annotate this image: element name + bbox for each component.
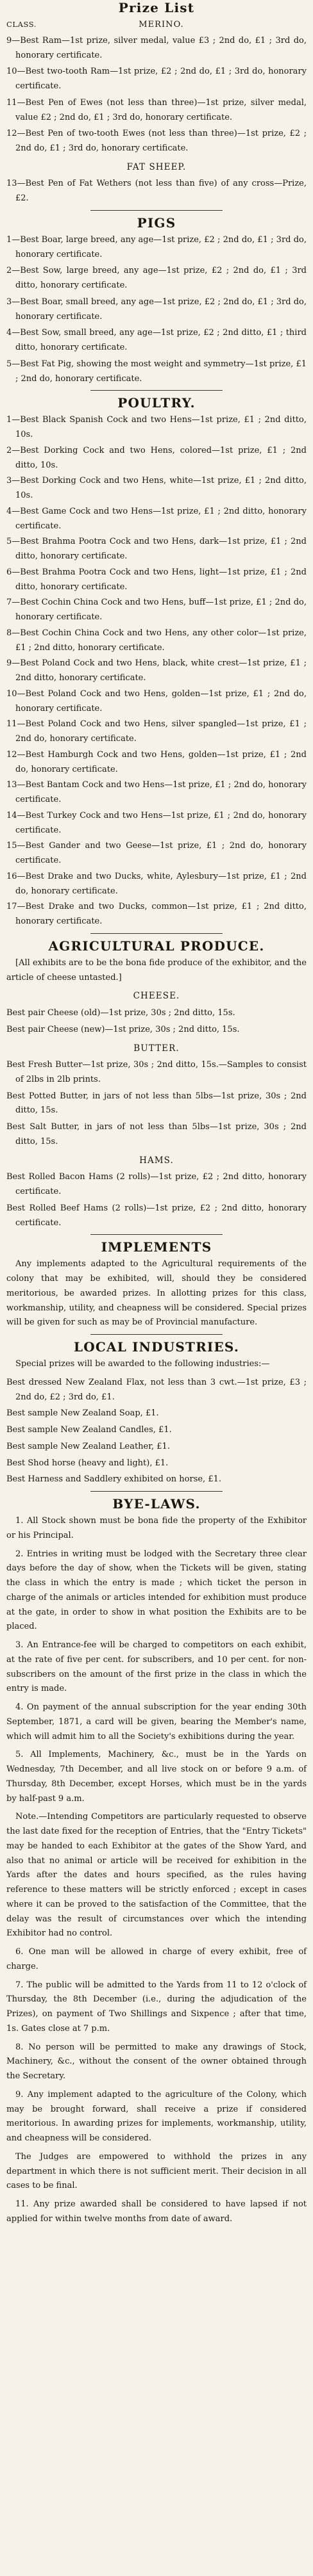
section-divider xyxy=(90,390,223,391)
list-item: Best Harness and Saddlery exhibited on horse, £1. xyxy=(6,1474,221,1485)
bye-law-note: Note.—Intending Competitors are particularly requested to observe the last date fixed for the reception of Entries, that the "Entry Tickets" may be handed to each Exhibitor at the gates of the Show Yard, and also that no animal or article will be received for exhibition in the Yards after the dates and hours specified, as the rules having reference to these matters will be strictly enforced ; except in cases where it can be proved to the satisfaction of the Committee, that the delay was the result of circumstances over which the intending Exhibitor had no control. xyxy=(6,1812,307,1939)
list-item: 4—Best Sow, small breed, any age—1st prize, £2 ; 2nd ditto, £1 ; third ditto, honorary certificate. xyxy=(6,328,307,353)
list-item: Best Rolled Beef Hams (2 rolls)—1st prize, £2 ; 2nd ditto, honorary certificate. xyxy=(6,1203,307,1228)
list-item: 13—Best Bantam Cock and two Hens—1st prize, £1 ; 2nd do, honorary certificate. xyxy=(6,780,307,805)
bye-law-paragraph: 2. Entries in writing must be lodged with the Secretary three clear days before the day of show, when the Tickets will be given, stating the class in which the entry is made ; which ticket the person in charge of the animals or articles intended for exhibition must produce at the gate, in order to show in what position the Exhibits are to be placed. xyxy=(6,1549,307,1632)
list-item: Best sample New Zealand Candles, £1. xyxy=(6,1425,172,1435)
page-title: Prize List xyxy=(118,0,195,15)
list-item: 11—Best Pen of Ewes (not less than three)—1st prize, silver medal, value £2 ; 2nd do, £1 ; 3rd do, honorary certificate. xyxy=(6,97,307,122)
bye-law-paragraph: 3. An Entrance-fee will be charged to competitors on each exhibit, at the rate of five per cent. for subscribers, and 10 per cent. for non-subscribers on the amount of the first prize in the class in which the entry is made. xyxy=(6,1640,307,1694)
list-item: 14—Best Turkey Cock and two Hens—1st prize, £1 ; 2nd do, honorary certificate. xyxy=(6,810,307,835)
list-item: 1—Best Black Spanish Cock and two Hens—1st prize, £1 ; 2nd ditto, 10s. xyxy=(6,415,307,440)
class-header xyxy=(6,18,307,33)
list-item: Best sample New Zealand Soap, £1. xyxy=(6,1408,159,1419)
list-item: Best Salt Butter, in jars of not less than 5lbs—1st prize, 30s ; 2nd ditto, 15s. xyxy=(6,1122,307,1146)
local-industries-intro: Special prizes will be awarded to the following industries:— xyxy=(15,1359,270,1369)
list-item: 15—Best Gander and two Geese—1st prize, £1 ; 2nd do, honorary certificate. xyxy=(6,841,307,866)
hams-heading: HAMS. xyxy=(139,1155,174,1166)
list-item: 5—Best Brahma Pootra Cock and two Hens, dark—1st prize, £1 ; 2nd ditto, honorary certificate. xyxy=(6,537,307,562)
poultry-list xyxy=(6,413,307,929)
bye-law-paragraph: 9. Any implement adapted to the agriculture of the Colony, which may be brought forward, shall receive a prize if considered meritorious. In awarding prizes for implements, workmanship, utility, and cheapness will be considered. xyxy=(6,2089,307,2143)
bye-law-paragraph: 4. On payment of the annual subscription for the year ending 30th September, 1871, a card will be given, bearing the Member's name, which will admit him to all the Society's exhibitions during the year. xyxy=(6,1702,307,1741)
agricultural-produce-heading: AGRICULTURAL PRODUCE. xyxy=(48,938,265,954)
prize-list-document xyxy=(6,1,307,2227)
list-item: 1—Best Boar, large breed, any age—1st prize, £2 ; 2nd do, £1 ; 3rd do, honorary certificate. xyxy=(6,234,307,259)
list-item: Best dressed New Zealand Flax, not less than 3 cwt.—1st prize, £3 ; 2nd do, £2 ; 3rd do, £1. xyxy=(6,1377,307,1402)
section-divider xyxy=(90,933,223,934)
section-divider xyxy=(90,1491,223,1492)
butter-heading: BUTTER. xyxy=(133,1043,180,1054)
list-item: 9—Best Poland Cock and two Hens, black, white crest—1st prize, £1 ; 2nd ditto, honorary certificate. xyxy=(6,658,307,683)
list-item: 7—Best Cochin China Cock and two Hens, buff—1st prize, £1 ; 2nd do, honorary certificate. xyxy=(6,598,307,623)
pigs-heading: PIGS xyxy=(137,215,176,231)
bye-law-paragraph: 5. All Implements, Machinery, &c., must be in the Yards on Wednesday, 7th December, and all live stock on or before 9 a.m. of Thursday, 8th December, except Horses, which must be in the yards by half-past 9 a.m. xyxy=(6,1750,307,1804)
pigs-list xyxy=(6,233,307,387)
bye-law-paragraph: The Judges are empowered to withhold the prizes in any department in which there is not sufficient merit. Their decision in all cases to be final. xyxy=(6,2151,307,2191)
newspaper-column xyxy=(0,1,313,2576)
merino-list xyxy=(6,34,307,156)
class-label: CLASS. xyxy=(6,20,37,29)
list-item: 2—Best Sow, large breed, any age—1st prize, £2 ; 2nd do, £1 ; 3rd ditto, honorary certificate. xyxy=(6,266,307,291)
bye-laws-heading: BYE-LAWS. xyxy=(112,1496,201,1512)
produce-intro: [All exhibits are to be the bona fide produce of the exhibitor, and the article of cheese untasted.] xyxy=(6,958,307,982)
list-item: 13—Best Pen of Fat Wethers (not less than five) of any cross—Prize, £2. xyxy=(6,179,307,204)
list-item: 12—Best Pen of two-tooth Ewes (not less than three)—1st prize, £2 ; 2nd do, £1 ; 3rd do, honorary certificate. xyxy=(6,129,307,153)
merino-heading: MERINO. xyxy=(139,20,184,29)
section-divider xyxy=(90,1334,223,1335)
implements-paragraph: Any implements adapted to the Agricultural requirements of the colony that may be exhibited, will, should they be considered meritorious, be awarded prizes. In allotting prizes for this class, workmanship, utility, and cheapness will be considered. Special prizes will be given for such as may be of Provincial manufacture. xyxy=(6,1259,307,1328)
list-item: Best pair Cheese (old)—1st prize, 30s ; 2nd ditto, 15s. xyxy=(6,1008,235,1018)
fat-sheep-heading: FAT SHEEP. xyxy=(126,161,187,172)
poultry-heading: POULTRY. xyxy=(117,395,196,411)
list-item: Best pair Cheese (new)—1st prize, 30s ; 2nd ditto, 15s. xyxy=(6,1024,240,1034)
bye-law-paragraph: 11. Any prize awarded shall be considered to have lapsed if not applied for within twelve months from date of award. xyxy=(6,2199,307,2224)
local-industries-list xyxy=(6,1376,307,1487)
local-industries-heading: LOCAL INDUSTRIES. xyxy=(73,1339,239,1355)
list-item: Best Fresh Butter—1st prize, 30s ; 2nd ditto, 15s.—Samples to consist of 2lbs in 2lb prints. xyxy=(6,1060,307,1084)
list-item: Best Potted Butter, in jars of not less than 5lbs—1st prize, 30s ; 2nd ditto, 15s. xyxy=(6,1091,307,1116)
list-item: 5—Best Fat Pig, showing the most weight and symmetry—1st prize, £1 ; 2nd do, honorary certificate. xyxy=(6,359,307,384)
list-item: 8—Best Cochin China Cock and two Hens, any other color—1st prize, £1 ; 2nd ditto, honorary certificate. xyxy=(6,628,307,653)
section-divider xyxy=(90,1234,223,1235)
list-item: 6—Best Brahma Pootra Cock and two Hens, light—1st prize, £1 ; 2nd ditto, honorary certificate. xyxy=(6,567,307,592)
list-item: 9—Best Ram—1st prize, silver medal, value £3 ; 2nd do, £1 ; 3rd do, honorary certificate. xyxy=(6,35,307,60)
list-item: 16—Best Drake and two Ducks, white, Aylesbury—1st prize, £1 ; 2nd do, honorary certificate. xyxy=(6,871,307,896)
bye-law-paragraph: 1. All Stock shown must be bona fide the property of the Exhibitor or his Principal. xyxy=(6,1516,307,1540)
list-item: 12—Best Hamburgh Cock and two Hens, golden—1st prize, £1 ; 2nd do, honorary certificate. xyxy=(6,749,307,774)
list-item: 10—Best Poland Cock and two Hens, golden—1st prize, £1 ; 2nd do, honorary certificate. xyxy=(6,689,307,713)
list-item: Best Shod horse (heavy and light), £1. xyxy=(6,1458,169,1468)
section-divider xyxy=(90,210,223,211)
list-item: Best Rolled Bacon Hams (2 rolls)—1st prize, £2 ; 2nd ditto, honorary certificate. xyxy=(6,1172,307,1196)
bye-law-paragraph: 7. The public will be admitted to the Yards from 11 to 12 o'clock of Thursday, the 8th December (i.e., during the adjudication of the Prizes), on payment of Two Shillings and Sixpence ; after that time, 1s. Gates close at 7 p.m. xyxy=(6,1980,307,2034)
list-item: 4—Best Game Cock and two Hens—1st prize, £1 ; 2nd ditto, honorary certificate. xyxy=(6,506,307,531)
list-item: 11—Best Poland Cock and two Hens, silver spangled—1st prize, £1 ; 2nd do, honorary certificate. xyxy=(6,719,307,744)
list-item: 10—Best two-tooth Ram—1st prize, £2 ; 2nd do, £1 ; 3rd do, honorary certificate. xyxy=(6,67,307,91)
cheese-heading: CHEESE. xyxy=(133,991,180,1002)
list-item: 3—Best Dorking Cock and two Hens, white—1st prize, £1 ; 2nd ditto, 10s. xyxy=(6,476,307,501)
bye-law-paragraph: 8. No person will be permitted to make any drawings of Stock, Machinery, &c., without the consent of the owner obtained through the Secretary. xyxy=(6,2042,307,2081)
bye-law-paragraph: 6. One man will be allowed in charge of every exhibit, free of charge. xyxy=(6,1947,307,1971)
bye-laws-list xyxy=(6,1514,307,2227)
list-item: 3—Best Boar, small breed, any age—1st prize, £2 ; 2nd do, £1 ; 3rd do, honorary certificate. xyxy=(6,297,307,322)
implements-heading: IMPLEMENTS xyxy=(101,1239,212,1255)
list-item: 17—Best Drake and two Ducks, common—1st prize, £1 ; 2nd ditto, honorary certificate. xyxy=(6,902,307,927)
list-item: 2—Best Dorking Cock and two Hens, colored—1st prize, £1 ; 2nd ditto, 10s. xyxy=(6,445,307,470)
list-item: Best sample New Zealand Leather, £1. xyxy=(6,1441,170,1451)
